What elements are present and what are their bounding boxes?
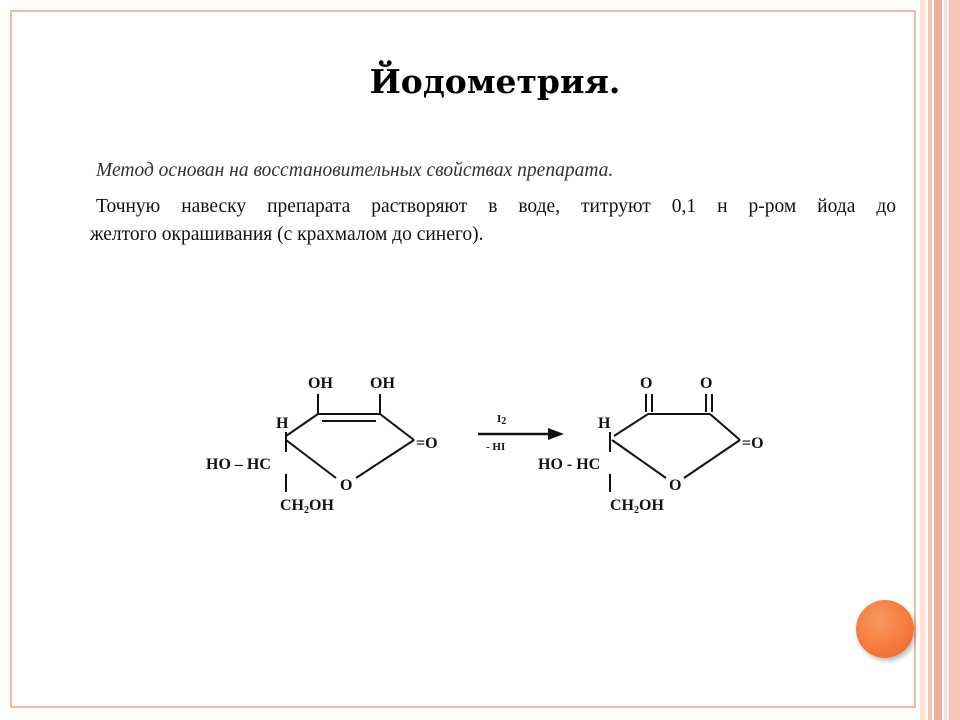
procedure-text — [90, 193, 896, 249]
bond — [684, 440, 740, 478]
product-side-chain: HO - HC — [538, 456, 601, 473]
procedure-line-2: желтого окрашивания (с крахмалом до синего). — [90, 224, 484, 245]
subscript: 2 — [304, 505, 309, 516]
arrow-head-icon — [548, 428, 564, 440]
reactant-ring-oxygen: O — [340, 477, 353, 494]
reaction-scheme — [200, 368, 790, 528]
stripe — [949, 0, 960, 720]
product-o-right: O — [700, 375, 713, 392]
product-o-left: O — [640, 375, 653, 392]
stripe — [928, 0, 932, 720]
reactant-keto: =O — [416, 435, 438, 452]
oh-text: OH — [309, 497, 334, 514]
reagent-iodine — [497, 413, 506, 427]
bond — [356, 440, 414, 478]
reagent-byproduct: - HI — [486, 441, 506, 453]
subscript: 2 — [634, 505, 639, 516]
oh-text: OH — [639, 497, 664, 514]
reactant-structure — [206, 375, 438, 516]
method-description: Метод основан на восстановительных свойствах препарата. — [96, 160, 614, 181]
bond — [286, 440, 336, 478]
reagent-top: I — [497, 413, 502, 425]
product-structure — [538, 375, 764, 516]
bond — [710, 414, 740, 440]
reactant-oh-left: OH — [308, 375, 333, 392]
bond — [614, 414, 648, 436]
decorative-circle — [856, 600, 914, 658]
stripe — [920, 0, 926, 720]
reagent-subscript: 2 — [501, 416, 507, 427]
bond — [612, 440, 666, 478]
product-ch2oh — [610, 497, 664, 516]
ch-text: CH — [280, 497, 304, 514]
page-title: Йодометрия. — [369, 62, 621, 101]
reactant-ch2oh — [280, 497, 334, 516]
stripe — [934, 0, 942, 720]
reactant-oh-right: OH — [370, 375, 395, 392]
bond — [286, 414, 318, 436]
reaction-arrow — [478, 413, 564, 453]
slide-frame — [10, 10, 916, 708]
reactant-side-chain: HO – HC — [206, 456, 271, 473]
product-keto: =O — [742, 435, 764, 452]
bond — [380, 414, 414, 440]
procedure-line-1: Точную навеску препарата растворяют в воде, титруют 0,1 н р-ром йода до — [96, 196, 896, 217]
stripe — [944, 0, 947, 720]
decorative-stripes — [920, 0, 960, 720]
product-ring-oxygen: O — [669, 477, 682, 494]
product-h: H — [598, 415, 611, 432]
ch-text: CH — [610, 497, 634, 514]
reactant-h: H — [276, 415, 289, 432]
